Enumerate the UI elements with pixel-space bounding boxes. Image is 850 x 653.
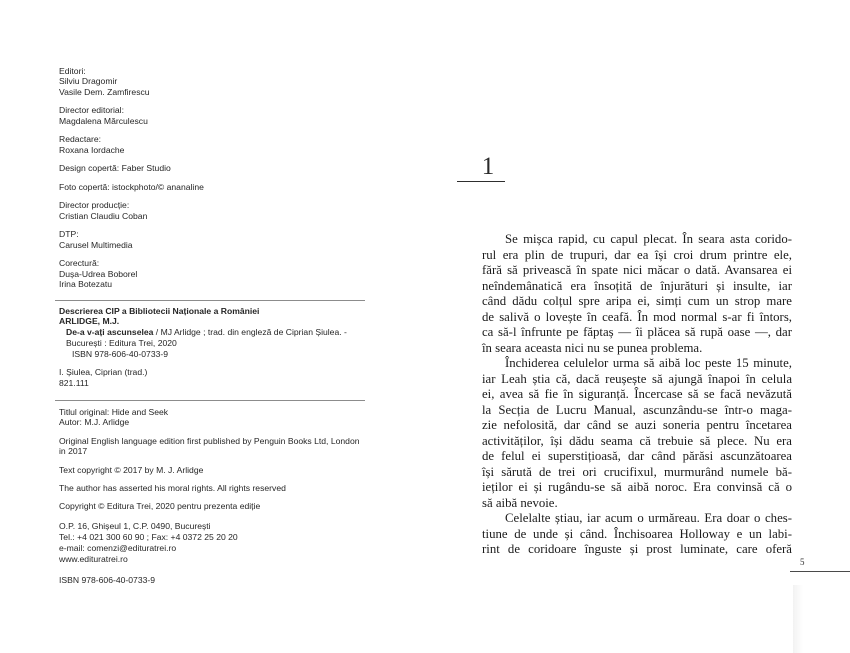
paragraph <box>482 511 792 558</box>
credit-group-editorial-director <box>59 105 379 127</box>
text-line: în seara aceasta nici nu se punea problema. <box>482 340 703 355</box>
postal-address: O.P. 16, Ghișeul 1, C.P. 0490, București <box>59 521 211 532</box>
cip-classification: 821.111 <box>59 377 89 388</box>
credit-group-editing <box>59 134 379 156</box>
paragraph <box>482 232 792 356</box>
original-title: Titlul original: Hide and Seek <box>59 406 169 417</box>
text-line: iar Leah știa că, dacă reușește să ajungă înapoi în celula <box>482 371 792 386</box>
chapter-body <box>482 232 792 558</box>
edition-copyright <box>59 501 379 512</box>
text-line: rint de coridoare înguste și prost luminate, care oferă <box>482 542 792 556</box>
page-number: 5 <box>800 557 805 567</box>
first-edition-line: Original English language edition first published by Penguin Books Ltd, London <box>59 435 360 446</box>
credit-name: Vasile Dem. Zamfirescu <box>59 87 150 98</box>
credit-cover-photo <box>59 182 379 193</box>
original-author: Autor: M.J. Arlidge <box>59 417 130 428</box>
text-line: Se mișca rapid, cu capul plecat. În seara asta corido- <box>505 232 792 246</box>
original-edition-info <box>59 407 379 429</box>
isbn: ISBN 978-606-40-0733-9 <box>59 574 156 585</box>
chapter-rule <box>457 181 505 182</box>
credit-role: Editori: <box>59 65 86 76</box>
cip-translator: I. Șiulea, Ciprian (trad.) <box>59 366 148 377</box>
cip-title: De-a v-ați ascunselea <box>66 327 154 338</box>
publisher-address <box>59 521 379 564</box>
text-line: activităților, își dădu seama că trebuie să plece. Nu era <box>482 433 792 448</box>
cip-publisher: București : Editura Trei, 2020 <box>66 337 177 348</box>
website-address: www.edituratrei.ro <box>59 553 128 564</box>
credit-line: Foto copertă: istockphoto/© ananaline <box>59 181 204 192</box>
text-line: își sărută de trei ori crucifixul, murmurând numele bă- <box>482 464 792 479</box>
credit-group-dtp <box>59 229 379 251</box>
phone-fax: Tel.: +4 021 300 60 90 ; Fax: +4 0372 25 20 20 <box>59 532 238 543</box>
credit-group-production-director <box>59 200 379 222</box>
credit-cover-design <box>59 163 379 174</box>
cip-record <box>59 306 379 389</box>
cip-title-statement: / MJ Arlidge ; trad. din engleză de Ciprian Șiulea. - <box>153 327 347 338</box>
text-line: tiune de unde și când. Închisoarea Holloway e un labi- <box>482 526 792 541</box>
cip-author: ARLIDGE, M.J. <box>59 316 120 327</box>
credit-role: DTP: <box>59 228 79 239</box>
rights-section <box>59 407 379 586</box>
credit-line: Design copertă: Faber Studio <box>59 163 171 174</box>
credit-role: Director producție: <box>59 199 130 210</box>
cip-isbn: ISBN 978-606-40-0733-9 <box>72 348 169 359</box>
first-edition-line: in 2017 <box>59 446 88 457</box>
isbn-block <box>59 575 379 586</box>
text-line: ca să-l înfrunte pe făptaș — îi plăcea să rupă oase —, dar <box>482 325 792 339</box>
credit-name: Dușa-Udrea Boborel <box>59 268 138 279</box>
page-edge-shadow <box>793 585 803 653</box>
text-line: de salivă o lovește în ceafă. În mod normal s-ar fi întors, <box>482 309 792 324</box>
text-line: Închiderea celulelor urma să aibă loc peste 15 minute, <box>505 356 792 370</box>
paragraph <box>482 356 792 511</box>
text-line: să aibă nevoie. <box>482 495 558 510</box>
cip-added-entries <box>59 367 379 389</box>
text-line: ei, avea să fie în siguranță. Încercase să se facă nevăzută <box>482 387 792 401</box>
cip-title-line <box>59 327 379 338</box>
text-line: la Secția de Lucru Manual, ascunzându-se într-o maga- <box>482 402 792 417</box>
credits-section <box>59 66 379 291</box>
credit-group-proofreading <box>59 258 379 290</box>
credit-name: Silviu Dragomir <box>59 76 118 87</box>
text-line: rul era plin de trupuri, dar ea își croi drum printre ele, <box>482 247 792 262</box>
page-number-rule <box>790 571 850 572</box>
text-line: de felul ei superstițioasă, dar când părăsi ascunzătoarea <box>482 449 792 463</box>
first-edition-note <box>59 436 379 458</box>
moral-rights <box>59 483 379 494</box>
text-line: Celelalte știau, iar acum o urmăreau. Era doar o ches- <box>505 511 792 525</box>
text-line: ieților ei și rugându-se să aibă noroc. Era convinsă că o <box>482 480 792 494</box>
text-copyright <box>59 465 379 476</box>
credit-role: Redactare: <box>59 134 102 145</box>
email-address: e-mail: comenzi@edituratrei.ro <box>59 542 177 553</box>
credit-role: Corectură: <box>59 257 100 268</box>
text-copyright-line: Text copyright © 2017 by M. J. Arlidge <box>59 464 204 475</box>
text-line: când dădu colțul spre aripa ei, simți cum un strop mare <box>482 294 792 308</box>
cip-heading: Descrierea CIP a Bibliotecii Naționale a României <box>59 305 260 316</box>
chapter-number: 1 <box>481 153 495 180</box>
text-line: fără să privească în spate nici măcar o dată. Avansarea ei <box>482 263 792 277</box>
text-line: zie nefolosită, dar când se auzi soneria pentru încetarea <box>482 418 792 432</box>
credit-role: Director editorial: <box>59 105 124 116</box>
credit-name: Irina Botezatu <box>59 279 113 290</box>
edition-copyright-line: Copyright © Editura Trei, 2020 pentru prezenta ediție <box>59 501 261 512</box>
credit-name: Magdalena Mărculescu <box>59 116 148 127</box>
cip-main-entry <box>59 306 379 360</box>
moral-rights-line: The author has asserted his moral rights. All rights reserved <box>59 482 286 493</box>
text-line: neîndemânatică era însoțită de înjurături și insulte, iar <box>482 278 792 293</box>
credit-name: Carusel Multimedia <box>59 239 133 250</box>
section-divider <box>55 400 365 401</box>
section-divider <box>55 300 365 301</box>
credit-group-editors <box>59 66 379 98</box>
credit-name: Cristian Claudiu Coban <box>59 210 148 221</box>
credit-name: Roxana Iordache <box>59 145 125 156</box>
chapter-page <box>425 0 850 653</box>
